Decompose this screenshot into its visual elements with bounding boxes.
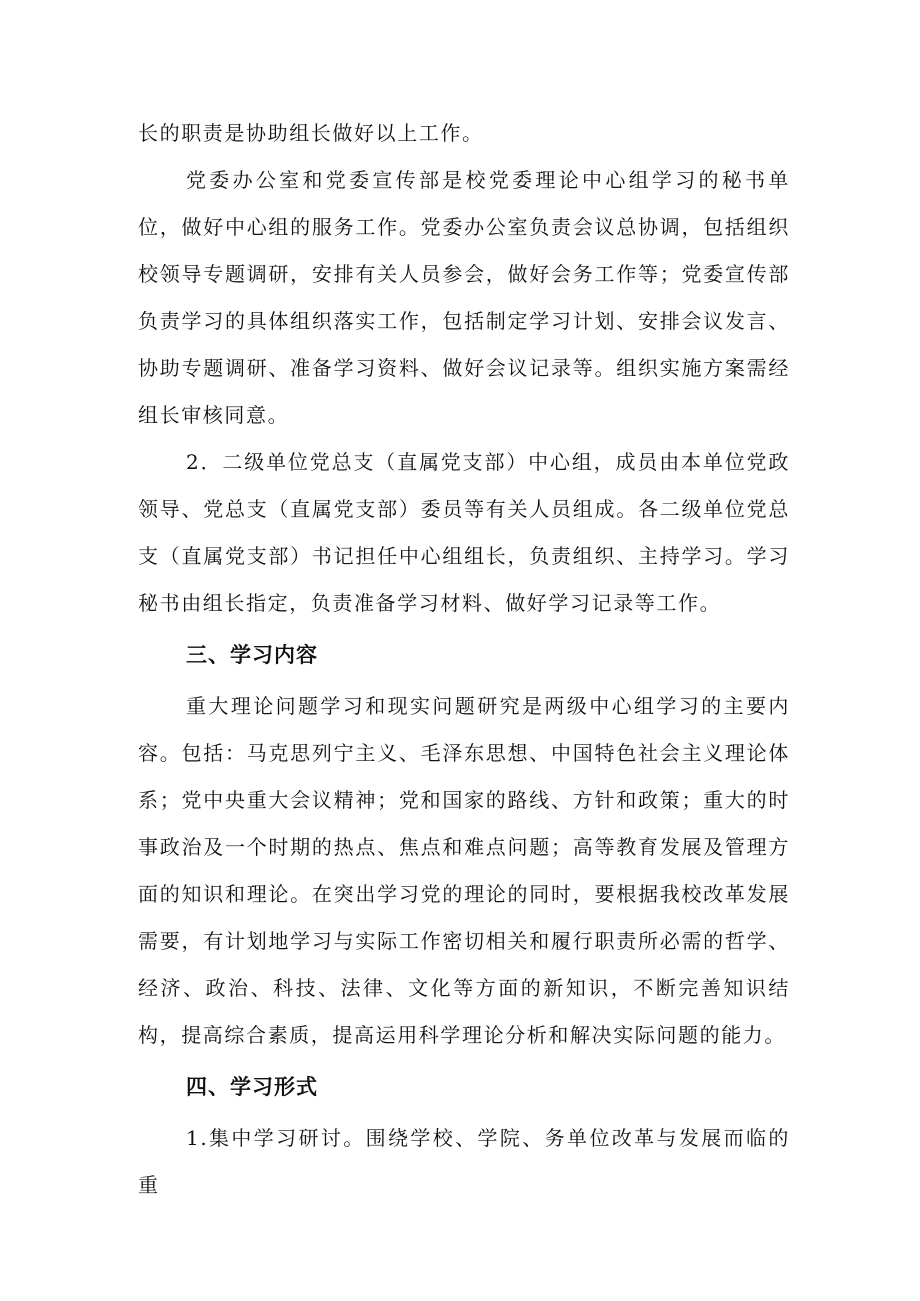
paragraph-3: 2．二级单位党总支（直属党支部）中心组，成员由本单位党政领导、党总支（直属党支部）委员等有关人员组成。各二级单位党总支（直属党支部）书记担任中心组组长，负责组织、主持学习。学习秘书由组长指定，负责准备学习材料、做好学习记录等工作。 bbox=[138, 450, 790, 615]
section-heading-study-form: 四、学习形式 bbox=[186, 1075, 318, 1099]
paragraph-2: 党委办公室和党委宣传部是校党委理论中心组学习的秘书单位，做好中心组的服务工作。党委办公室负责会议总协调，包括组织校领导专题调研，安排有关人员参会，做好会务工作等；党委宣传部负责学习的具体组织落实工作，包括制定学习计划、安排会议发言、协助专题调研、准备学习资料、做好会议记录等。组织实施方案需经组长审核同意。 bbox=[138, 168, 790, 427]
paragraph-5: 1.集中学习研讨。围绕学校、学院、务单位改革与发展而临的重 bbox=[138, 1126, 790, 1197]
paragraph-1: 长的职责是协助组长做好以上工作。 bbox=[138, 121, 484, 145]
document-body bbox=[138, 110, 790, 1209]
section-heading-study-content: 三、学习内容 bbox=[186, 643, 318, 667]
paragraph-4: 重大理论问题学习和现实问题研究是两级中心组学习的主要内容。包括：马克思列宁主义、毛泽东思想、中国特色社会主义理论体系；党中央重大会议精神；党和国家的路线、方针和政策；重大的时事政治及一个时期的热点、焦点和难点问题；高等教育发展及管理方面的知识和理论。在突出学习党的理论的同时，要根据我校改革发展需要，有计划地学习与实际工作密切相关和履行职责所必需的哲学、经济、政治、科技、法律、文化等方面的新知识，不断完善知识结构，提高综合素质，提高运用科学理论分析和解决实际问题的能力。 bbox=[138, 694, 790, 1047]
